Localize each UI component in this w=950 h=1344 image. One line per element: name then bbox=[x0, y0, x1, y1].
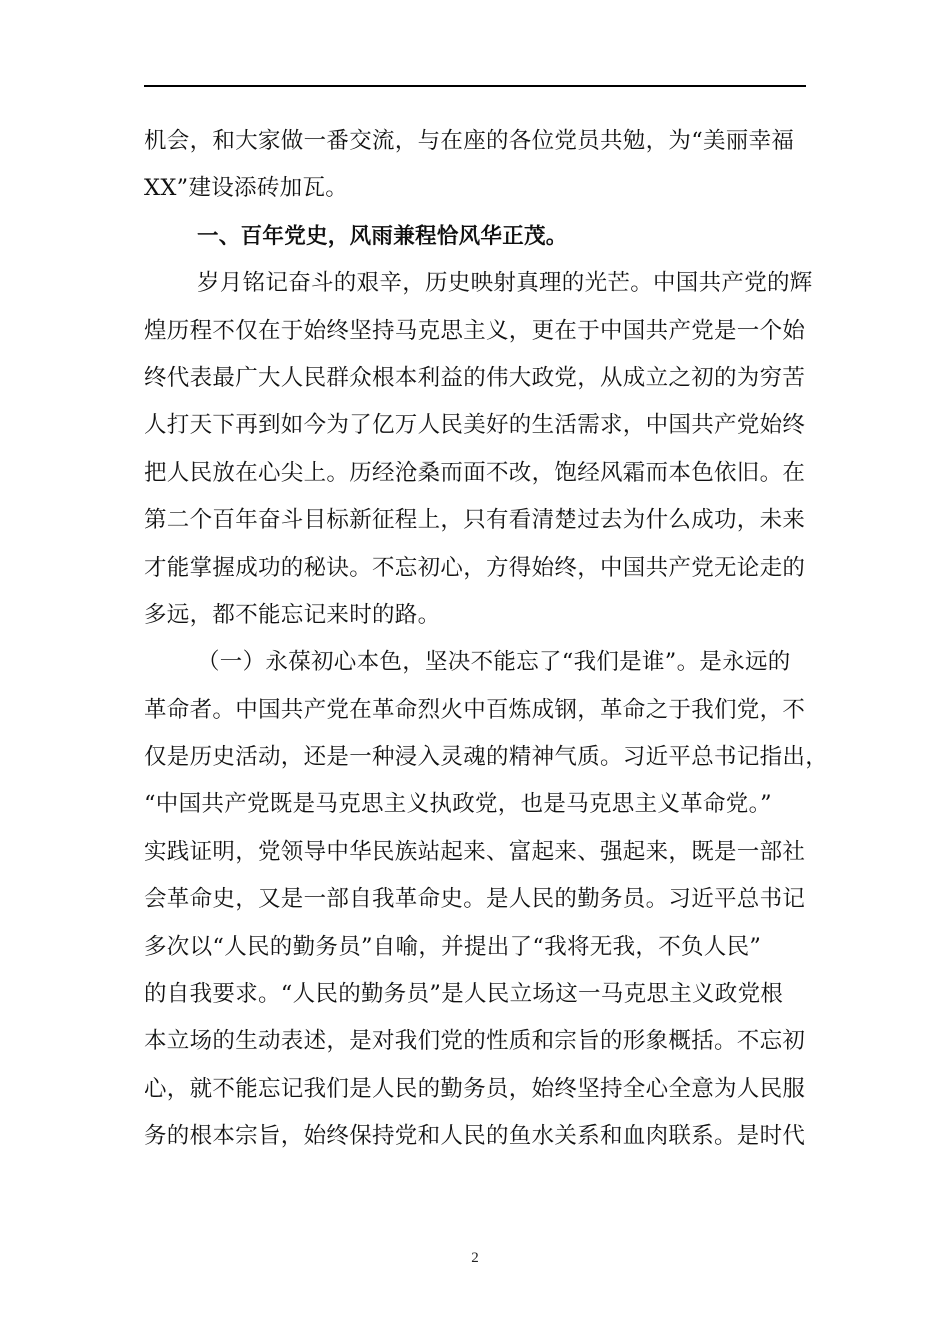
text-line: 才能掌握成功的秘诀。不忘初心，方得始终，中国共产党无论走的 bbox=[144, 554, 806, 581]
text-line: 本立场的生动表述，是对我们党的性质和宗旨的形象概括。不忘初 bbox=[144, 1028, 806, 1055]
text-line: 煌历程不仅在于始终坚持马克思主义，更在于中国共产党是一个始 bbox=[144, 317, 806, 344]
text-line: 机会，和大家做一番交流，与在座的各位党员共勉，为“美丽幸福 bbox=[144, 128, 795, 154]
text-line: 心，就不能忘记我们是人民的勤务员，始终坚持全心全意为人民服 bbox=[144, 1075, 806, 1102]
text-line: 把人民放在心尖上。历经沧桑而面不改，饱经风霜而本色依旧。在 bbox=[144, 459, 806, 486]
text-line: 岁月铭记奋斗的艰辛，历史映射真理的光芒。中国共产党的辉 bbox=[197, 270, 813, 297]
text-line: 革命者。中国共产党在革命烈火中百炼成钢，革命之于我们党，不 bbox=[144, 696, 806, 723]
text-line: （一）永葆初心本色，坚决不能忘了“我们是谁”。是永远的 bbox=[197, 649, 791, 676]
section-heading: 一、百年党史，风雨兼程恰风华正茂。 bbox=[197, 223, 568, 249]
text-line: 实践证明，党领导中华民族站起来、富起来、强起来，既是一部社 bbox=[144, 838, 806, 865]
text-line: 多次以“人民的勤务员”自喻，并提出了“我将无我，不负人民” bbox=[144, 933, 762, 960]
text-line: 终代表最广大人民群众根本利益的伟大政党，从成立之初的为穷苦 bbox=[144, 364, 806, 391]
text-line: 仅是历史活动，还是一种浸入灵魂的精神气质。习近平总书记指出， bbox=[144, 744, 829, 771]
text-line: 第二个百年奋斗目标新征程上，只有看清楚过去为什么成功，未来 bbox=[144, 507, 806, 534]
text-line: 人打天下再到如今为了亿万人民美好的生活需求，中国共产党始终 bbox=[144, 412, 806, 439]
text-line: 多远，都不能忘记来时的路。 bbox=[144, 601, 441, 628]
document-body bbox=[144, 118, 829, 1161]
text-line: 的自我要求。“人民的勤务员”是人民立场这一马克思主义政党根 bbox=[144, 981, 784, 1008]
page-number: 2 bbox=[471, 1250, 479, 1266]
text-line: 会革命史，又是一部自我革命史。是人民的勤务员。习近平总书记 bbox=[144, 886, 806, 913]
text-line: 务的根本宗旨，始终保持党和人民的鱼水关系和血肉联系。是时代 bbox=[144, 1123, 806, 1150]
text-line: “中国共产党既是马克思主义执政党，也是马克思主义革命党。” bbox=[144, 791, 772, 818]
header-rule bbox=[144, 85, 806, 87]
text-line: XX”建设添砖加瓦。 bbox=[144, 175, 349, 202]
